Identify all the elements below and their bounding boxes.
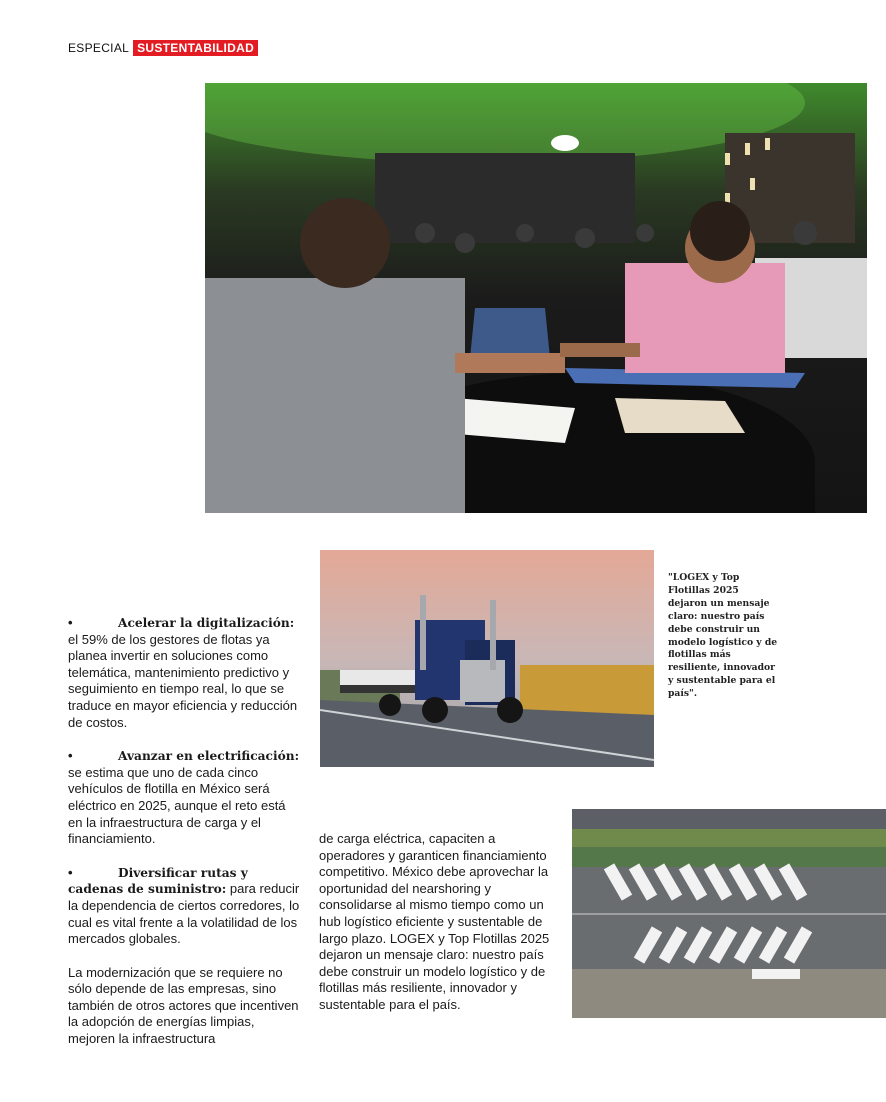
bullet-electrificacion xyxy=(68,748,300,848)
section-header xyxy=(68,40,258,56)
bullet-text: el 59% de los gestores de flotas ya planea invertir en soluciones como telemática, mantenimiento predictivo y seguimiento en tiempo real, lo que se traduce en mayor eficiencia y reducción de costos. xyxy=(68,631,298,730)
paragraph-middle: de carga eléctrica, capaciten a operadores y garanticen financiamiento competitivo. México debe aprovechar la oportunidad del nearshoring y consolidarse al mismo tiempo como un hub logístico eficiente y sustentable de largo plazo. LOGEX y Top Flotillas 2025 dejaron un mensaje claro: nuestro país debe construir un modelo logístico y de flotillas más resiliente, innovador y sustentable para el país. xyxy=(319,831,550,1012)
bullet-text: para reducir la dependencia de ciertos corredores, lo cual es vital frente a la volatilidad de los mercados globales. xyxy=(68,881,300,947)
section-label: ESPECIAL xyxy=(68,41,130,55)
bullet-diversificar xyxy=(68,865,300,948)
event-photo xyxy=(205,83,867,513)
paragraph-left: La modernización que se requiere no sólo depende de las empresas, sino también de otros actores que incentiven la adopción de energías limpias, mejoren la infraestructura xyxy=(68,964,299,1047)
bullet-text: se estima que uno de cada cinco vehículos de flotilla en México será eléctrico en 2025, aunque el reto está en la infraestructura de carga y el financiamiento. xyxy=(68,764,286,847)
section-tag: SUSTENTABILIDAD xyxy=(133,40,258,56)
bullet-marker: • xyxy=(68,748,73,764)
bullet-marker: • xyxy=(68,615,73,630)
bullet-heading: Acelerar la digitalización: xyxy=(118,616,295,630)
truck-photo xyxy=(320,550,654,767)
aerial-parking-photo xyxy=(572,809,886,1018)
bullet-digitalizacion xyxy=(68,615,300,731)
bullet-heading: Avanzar en electrificación: xyxy=(118,749,300,764)
bullet-marker: • xyxy=(68,864,73,880)
bullet-heading: Diversificar rutas y cadenas de suministro: xyxy=(68,865,248,897)
text-column-middle xyxy=(319,831,551,1014)
pull-quote: "LOGEX y Top Flotillas 2025 dejaron un mensaje claro: nuestro país debe construir un modelo logístico y de flotillas más resiliente, innovador y sustentable para el país". xyxy=(668,572,778,700)
text-column-left xyxy=(68,615,300,1048)
